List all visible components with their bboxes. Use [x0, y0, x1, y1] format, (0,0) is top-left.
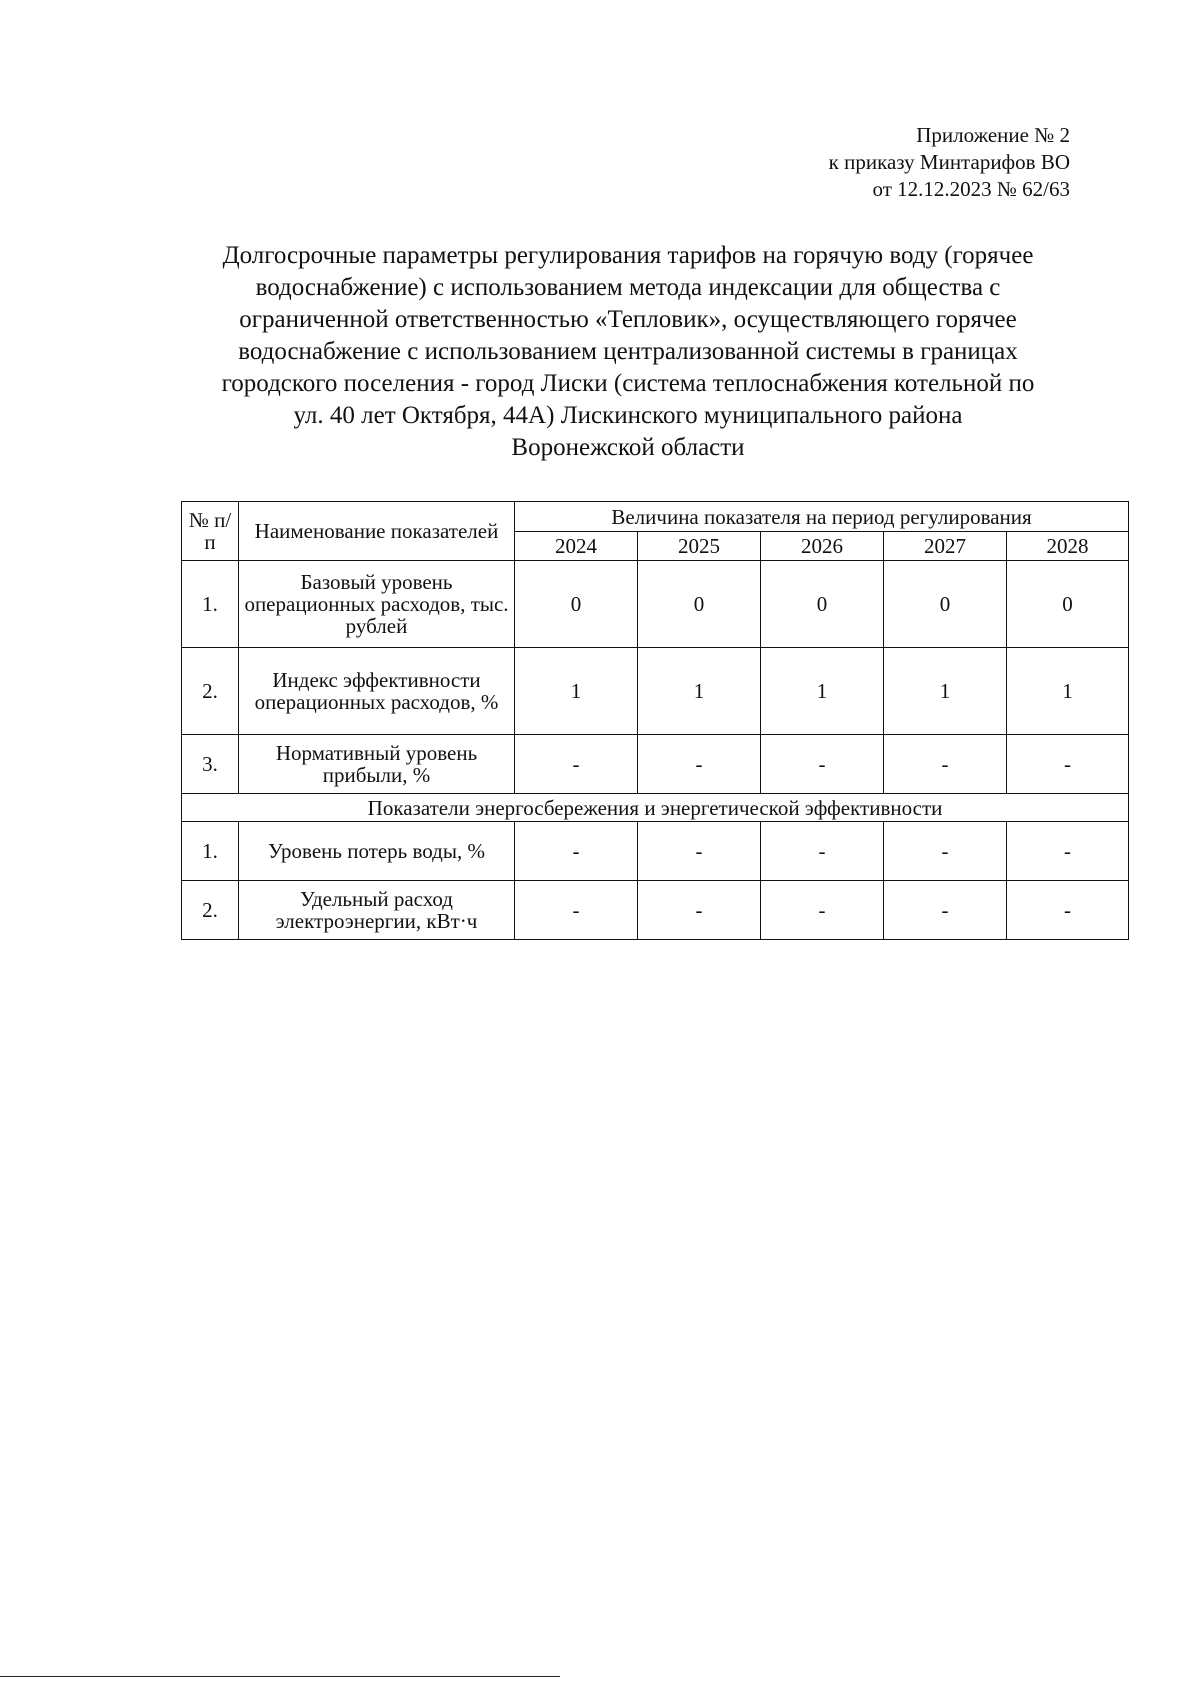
- row-value: -: [884, 881, 1007, 940]
- row-name: Индекс эффективности операционных расходов, %: [239, 648, 515, 735]
- document-title: [178, 240, 1078, 464]
- row-value: -: [884, 735, 1007, 794]
- row-value: -: [638, 881, 761, 940]
- row-value: 1: [761, 648, 884, 735]
- header-year: 2028: [1007, 532, 1129, 561]
- title-line: Долгосрочные параметры регулирования тарифов на горячую воду (горячее: [222, 242, 1034, 269]
- row-number: 3.: [182, 735, 239, 794]
- row-value: -: [515, 735, 638, 794]
- header-number: № п/п: [182, 502, 239, 561]
- appendix-reference: [829, 122, 1070, 203]
- row-number: 2.: [182, 881, 239, 940]
- row-value: -: [884, 822, 1007, 881]
- table-row: [182, 735, 1129, 794]
- title-line: городского поселения - город Лиски (система теплоснабжения котельной по: [221, 370, 1035, 397]
- row-value: 1: [515, 648, 638, 735]
- appendix-date: от 12.12.2023 № 62/63: [872, 177, 1070, 201]
- header-name: Наименование показателей: [239, 502, 515, 561]
- row-value: -: [1007, 881, 1129, 940]
- row-name: Базовый уровень операционных расходов, тыс. рублей: [239, 561, 515, 648]
- title-line: ограниченной ответственностью «Тепловик», осуществляющего горячее: [239, 306, 1017, 333]
- row-value: -: [761, 735, 884, 794]
- row-value: -: [1007, 735, 1129, 794]
- header-period: Величина показателя на период регулирования: [515, 502, 1129, 532]
- row-value: -: [638, 735, 761, 794]
- section-row: [182, 794, 1129, 822]
- title-line: водоснабжение) с использованием метода индексации для общества с: [255, 274, 1001, 301]
- header-year: 2025: [638, 532, 761, 561]
- row-value: 0: [638, 561, 761, 648]
- row-name: Нормативный уровень прибыли, %: [239, 735, 515, 794]
- title-line: Воронежской области: [511, 434, 745, 461]
- row-value: -: [761, 881, 884, 940]
- table-row: [182, 822, 1129, 881]
- row-value: -: [515, 881, 638, 940]
- appendix-number: Приложение № 2: [916, 123, 1070, 147]
- appendix-order: к приказу Минтарифов ВО: [828, 150, 1070, 174]
- row-value: 0: [1007, 561, 1129, 648]
- row-name: Уровень потерь воды, %: [239, 822, 515, 881]
- page-bottom-rule: [0, 1676, 560, 1677]
- row-number: 2.: [182, 648, 239, 735]
- header-year: 2024: [515, 532, 638, 561]
- row-number: 1.: [182, 561, 239, 648]
- header-year: 2027: [884, 532, 1007, 561]
- row-value: -: [761, 822, 884, 881]
- row-value: -: [1007, 822, 1129, 881]
- row-value: 0: [761, 561, 884, 648]
- row-value: 0: [884, 561, 1007, 648]
- row-number: 1.: [182, 822, 239, 881]
- parameters-table: [181, 501, 1129, 940]
- row-value: -: [638, 822, 761, 881]
- row-value: 1: [884, 648, 1007, 735]
- table-row: [182, 648, 1129, 735]
- section-title: Показатели энергосбережения и энергетической эффективности: [182, 794, 1129, 822]
- title-line: ул. 40 лет Октября, 44А) Лискинского муниципального района: [293, 402, 963, 429]
- row-value: 0: [515, 561, 638, 648]
- table-row: [182, 881, 1129, 940]
- row-value: -: [515, 822, 638, 881]
- row-name: Удельный расход электроэнергии, кВт·ч: [239, 881, 515, 940]
- title-line: водоснабжение с использованием централизованной системы в границах: [238, 338, 1018, 365]
- table-header-row: [182, 502, 1129, 532]
- table-row: [182, 561, 1129, 648]
- row-value: 1: [1007, 648, 1129, 735]
- header-year: 2026: [761, 532, 884, 561]
- row-value: 1: [638, 648, 761, 735]
